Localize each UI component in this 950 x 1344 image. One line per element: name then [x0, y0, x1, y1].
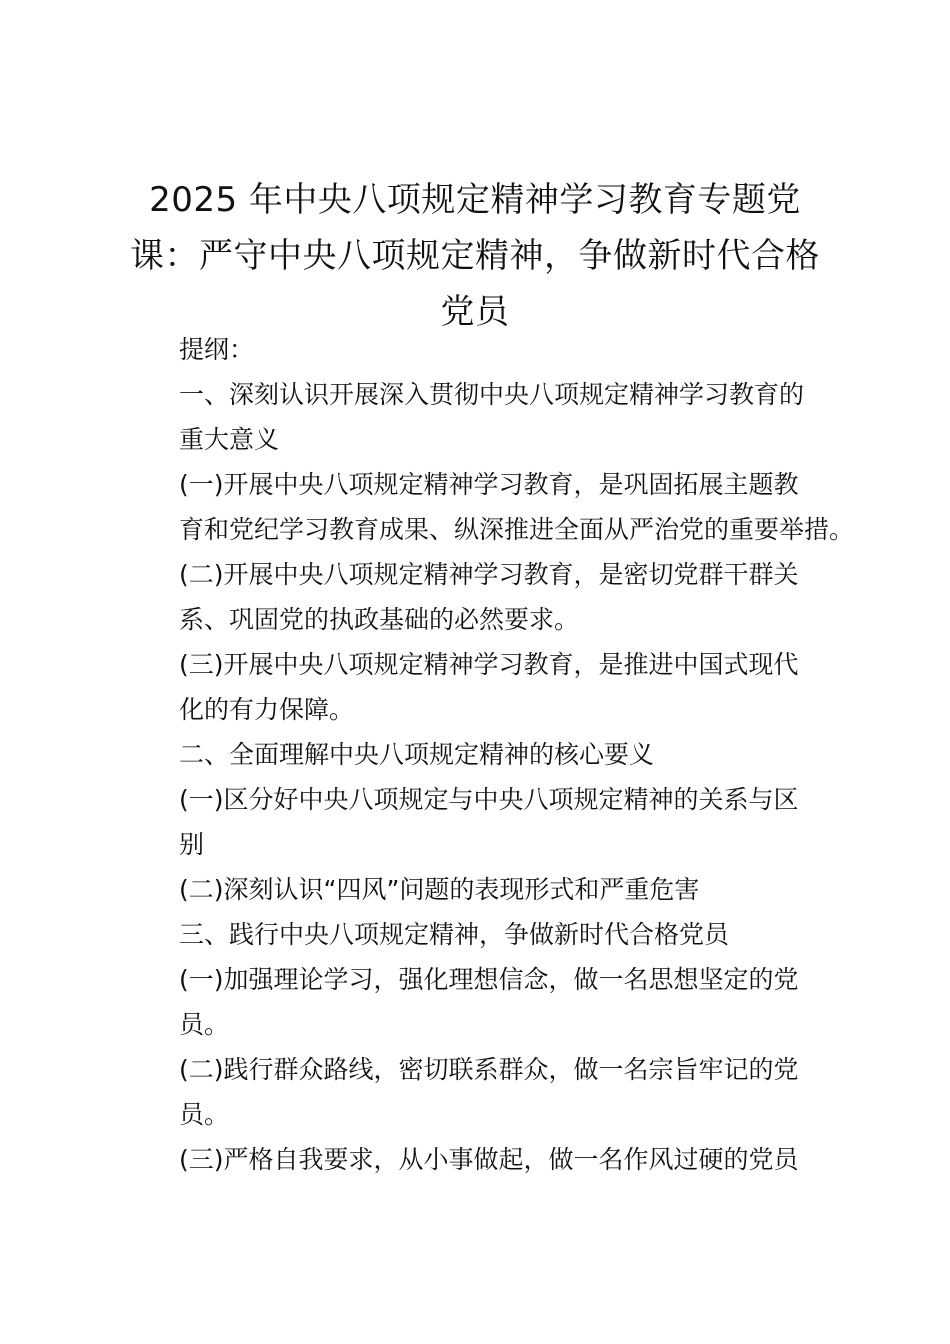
subsection-3-3 — [127, 1137, 827, 1182]
subsection-1-1 — [127, 462, 855, 552]
paragraph-line: 三、践行中央八项规定精神，争做新时代合格党员 — [179, 920, 730, 949]
paragraph-line: (二)开展中央八项规定精神学习教育，是密切党群干群关 — [179, 560, 799, 589]
paragraph-line-continued: 化的有力保障。 — [179, 695, 355, 724]
paragraph-line: (一)区分好中央八项规定与中央八项规定精神的关系与区 — [179, 785, 799, 814]
paragraph-line: 二、全面理解中央八项规定精神的核心要义 — [179, 740, 655, 769]
paragraph-line-continued: 别 — [179, 830, 205, 859]
section-heading-1 — [127, 372, 827, 462]
subsection-1-3 — [127, 642, 827, 732]
title-line-1: 2025 年中央八项规定精神学习教育专题党 — [149, 180, 801, 220]
title-line-2: 课：严守中央八项规定精神，争做新时代合格 — [130, 236, 820, 276]
section-heading-3 — [127, 912, 827, 957]
paragraph-line-continued: 员。 — [179, 1100, 230, 1129]
paragraph-line: (一)开展中央八项规定精神学习教育，是巩固拓展主题教 — [179, 470, 799, 499]
subsection-3-1 — [127, 957, 827, 1047]
paragraph-line: (二)践行群众路线，密切联系群众，做一名宗旨牢记的党 — [179, 1055, 799, 1084]
paragraph-line: (三)开展中央八项规定精神学习教育，是推进中国式现代 — [179, 650, 799, 679]
subsection-2-2 — [127, 867, 827, 912]
subsection-1-2 — [127, 552, 827, 642]
document-body — [127, 327, 855, 1182]
paragraph-line: (二)深刻认识“四风”问题的表现形式和严重危害 — [179, 875, 700, 904]
outline-label — [127, 327, 827, 372]
paragraph-line-continued: 育和党纪学习教育成果、纵深推进全面从严治党的重要举措。 — [179, 515, 855, 544]
paragraph-line: 一、深刻认识开展深入贯彻中央八项规定精神学习教育的 — [179, 380, 805, 409]
paragraph-line: (一)加强理论学习，强化理想信念，做一名思想坚定的党 — [179, 965, 799, 994]
subsection-2-1 — [127, 777, 827, 867]
paragraph-line: 提纲： — [179, 335, 255, 364]
paragraph-line: (三)严格自我要求，从小事做起，做一名作风过硬的党员 — [179, 1145, 799, 1174]
title-line-3: 党员 — [440, 292, 510, 332]
subsection-3-2 — [127, 1047, 827, 1137]
section-heading-2 — [127, 732, 827, 777]
paragraph-line-continued: 重大意义 — [179, 425, 280, 454]
paragraph-line-continued: 系、巩固党的执政基础的必然要求。 — [179, 605, 580, 634]
document-title — [120, 172, 830, 340]
paragraph-line-continued: 员。 — [179, 1010, 230, 1039]
